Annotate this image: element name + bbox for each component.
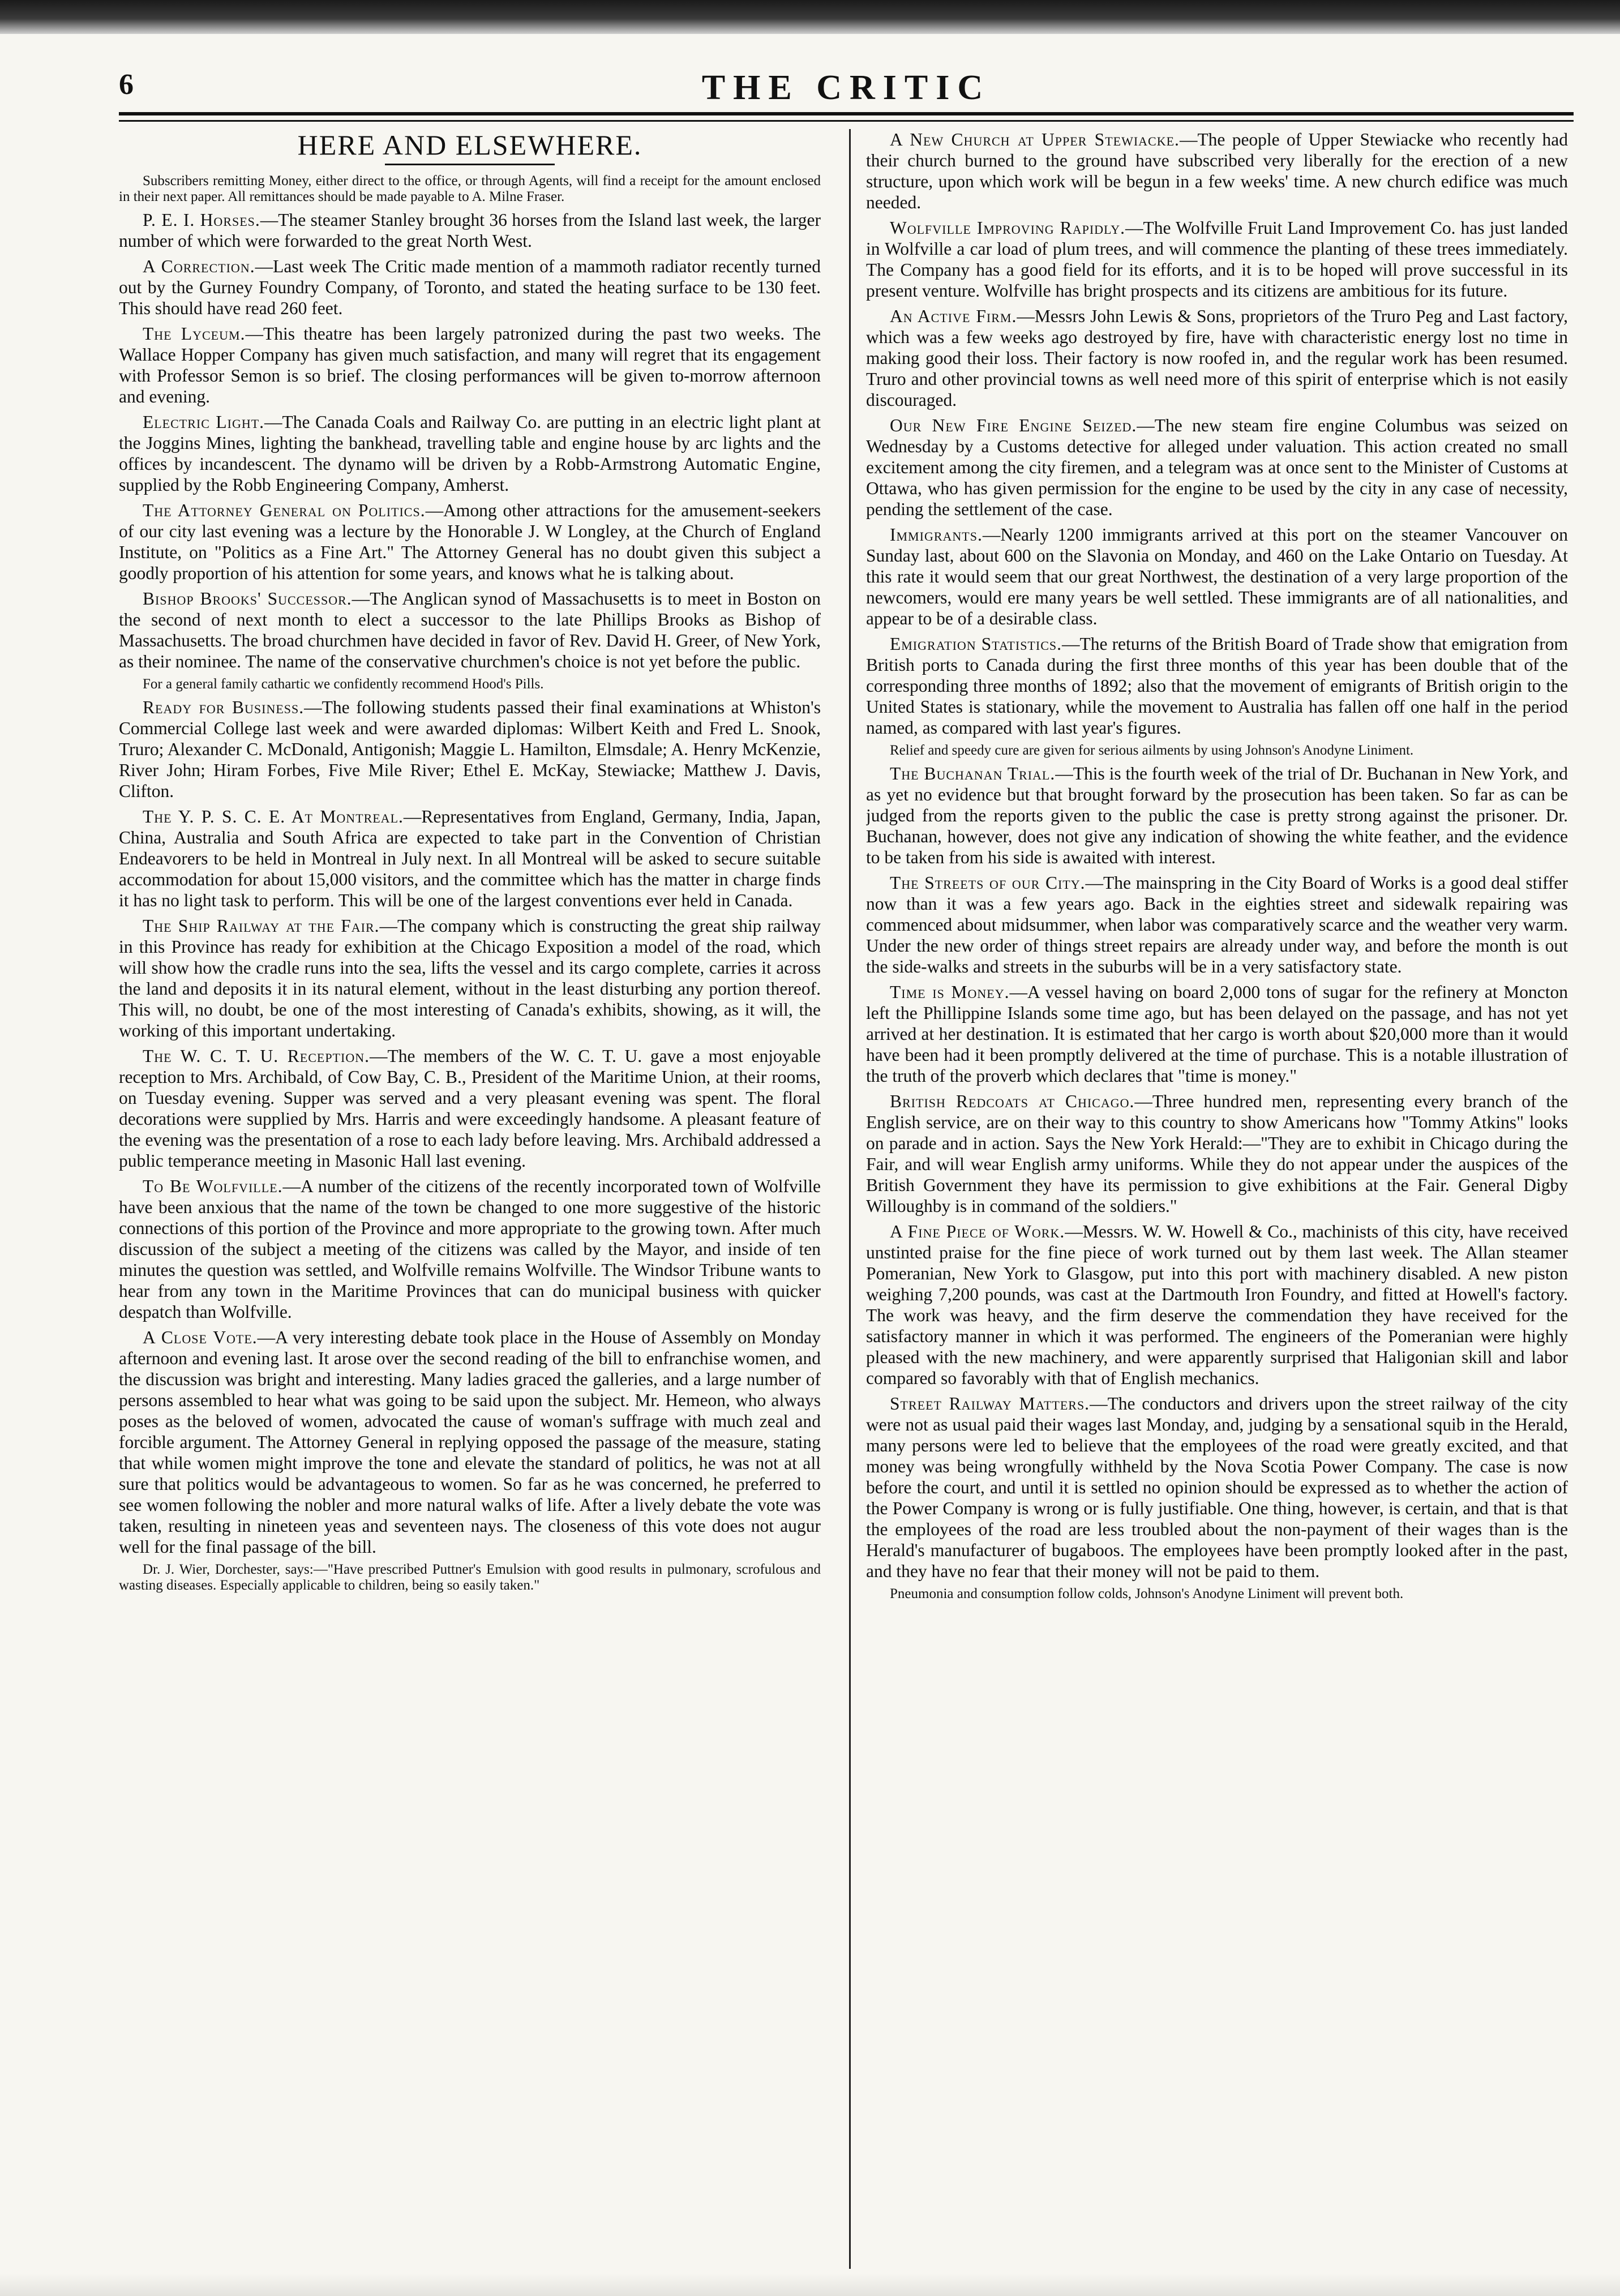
article-lead: The W. C. T. U. Reception. [143,1046,370,1066]
article-text: —The people of Upper Stewiacke who recently had their church burned to the ground have subscribed very liberally for the erection of a new structure, upon which work will be begun in a few weeks' time. A new church edifice was much needed. [866,130,1568,212]
article-lead: The Buchanan Trial. [890,764,1056,783]
article-lead: Street Railway Matters. [890,1394,1090,1413]
header-rule-thin [119,120,1574,122]
article-lead: A Fine Piece of Work. [890,1222,1065,1241]
article-paragraph [119,1046,821,1171]
article-lead: P. E. I. Horses. [143,210,260,230]
article-lead: Emigration Statistics. [890,634,1062,654]
article-paragraph [119,1327,821,1557]
article-text: Dr. J. Wier, Dorchester, says:—"Have prescribed Puttner's Emulsion with good results in pulmonary, scrofulous and wasting diseases. Especially applicable to children, being so easily taken." [119,1562,821,1593]
masthead-title: THE CRITIC [701,68,991,107]
article-text: —Messrs. W. W. Howell & Co., machinists of this city, have received unstinted praise for the fine piece of work turned out by them last week. The Allan steamer Pomeranian, New York to Glasgow, put into this port with machinery disabled. A new piston weighing 7,200 pounds, was cast at the Dartmouth Iron Foundry, and fitted at Howell's factory. The work was heavy, and the firm deserve the commendation they have received for the satisfactory manner in which it was performed. The engineers of the Pomeranian were highly pleased with the new machinery, and were apparently surprised that Haligonian skill and labor compared so favorably with that of English mechanics. [866,1222,1568,1388]
header-rule-thick [119,112,1574,115]
scan-bottom-edge [0,2273,1620,2296]
column-divider [849,129,851,2269]
article-text: —The conductors and drivers upon the street railway of the city were not as usual paid their wages last Monday, and, judging by a sensational squib in the Herald, many persons were led to believe that the employees of the road were greatly excited, and that money was being wrongfully withheld by the Nova Scotia Power Company. The case is now before the court, and until it is settled no opinion should be expressed as to whether the action of the Power Company is wrong or is fully justifiable. One thing, however, is certain, and that is that the employees of the road are less troubled about the non-payment of their wages than is the Herald's manufacturer of bugaboos. The employees have been promptly looked after in the past, and they have no fear that their money will not be paid to them. [866,1394,1568,1581]
article-paragraph [866,1393,1568,1582]
article-paragraph [866,217,1568,301]
scan-top-edge [0,0,1620,34]
article-paragraph [119,323,821,407]
article-lead: The Streets of our City. [890,873,1086,893]
article-paragraph [866,415,1568,520]
article-text: For a general family cathartic we confidently recommend Hood's Pills. [143,676,544,692]
article-text: —The new steam fire engine Columbus was seized on Wednesday by a Customs detective for alleged under valuation. This action created no small excitement among the city firemen, and a telegram was at once sent to the Minister of Customs at Ottawa, who has given permission for the engine to be used by the city in any case of necessity, pending the settlement of the case. [866,415,1568,519]
article-text: —A very interesting debate took place in the House of Assembly on Monday afternoon and evening last. It arose over the second reading of the bill to enfranchise women, and the discussion was bright and interesting. Many ladies graced the galleries, and a large number of persons assembled to hear what was going to be said upon the subject. Mr. Hemeon, who always poses as the beloved of women, advocated the cause of woman's suffrage with much zeal and forcible argument. The Attorney General in replying opposed the passage of the measure, stating that while women might improve the tone and elevate the standard of politics, he was not at all sure that politics would be advantageous to women. So far as he was concerned, he preferred to see women following the nobler and more natural walks of life. After a lively debate the vote was taken, resulting in nineteen yeas and seventeen nays. The closeness of this vote does not augur well for the final passage of the bill. [119,1327,821,1557]
article-text: —Last week The Critic made mention of a mammoth radiator recently turned out by the Gurney Foundry Company, of Toronto, and stated the heating surface to be 130 feet. This should have read 260 feet. [119,256,821,318]
article-lead: Immigrants. [890,525,983,545]
article-paragraph [119,806,821,911]
article-lead: The Ship Railway at the Fair. [143,916,380,936]
right-column [866,129,1568,2280]
article-paragraph [119,412,821,495]
article-text: —This is the fourth week of the trial of Dr. Buchanan in New York, and as yet no evidence but that brought forward by the prosecution has been taken. So far as can be judged from the reports given to the public the case is pretty strong against the prisoner. Dr. Buchanan, however, does not give any indication of showing the white feather, and the evidence to be taken from his side is awaited with interest. [866,764,1568,867]
article-text: —Messrs John Lewis & Sons, proprietors of the Truro Peg and Last factory, which was a few weeks ago destroyed by fire, have with characteristic energy lost no time in making good their loss. Their factory is now roofed in, and the regular work has been resumed. Truro and other provincial towns as well need more of this spirit of enterprise which is not easily discouraged. [866,306,1568,410]
article-paragraph [866,1091,1568,1216]
article-text: —The steamer Stanley brought 36 horses from the Island last week, the larger number of which were forwarded to the great North West. [119,210,821,251]
article-lead: Ready for Business. [143,697,305,717]
article-paragraph [119,256,821,319]
article-paragraph [866,872,1568,977]
article-text: Subscribers remitting Money, either direct to the office, or through Agents, will find a receipt for the amount enclosed in their next paper. All remittances should be made payable to A. Milne Fraser. [119,173,821,204]
article-text: —The company which is constructing the great ship railway in this Province has ready for exhibition at the Chicago Exposition a model of the road, which will show how the cradle runs into the sea, lifts the vessel and its cargo complete, carries it across the land and deposits it in its natural element, without in the least disturbing any portion thereof. This will, no doubt, be one of the most interesting of Canada's exhibits, showing, as it will, the working of this important undertaking. [119,916,821,1040]
article-text: —Nearly 1200 immigrants arrived at this port on the steamer Vancouver on Sunday last, about 600 on the Slavonia on Monday, and 460 on the Lake Ontario on Tuesday. At this rate it would seem that our great Northwest, the destination of a very large proportion of the newcomers, would ere many years be well settled. These immigrants are of all nationalities, and appear to be of a desirable class. [866,525,1568,628]
page-header [119,68,1574,136]
article-text: —A vessel having on board 2,000 tons of sugar for the refinery at Moncton left the Phillippine Islands some time ago, but has been delayed on the passage, and has not yet arrived at her destination. It is estimated that her cargo is worth about $20,000 more than it would have been had it been promptly delivered at the time of purchase. This is a notable illustration of the truth of the proverb which declares that "time is money." [866,982,1568,1086]
page-number: 6 [119,68,134,101]
article-paragraph [866,129,1568,213]
article-text: —The members of the W. C. T. U. gave a most enjoyable reception to Mrs. Archibald, of Cow Bay, C. B., President of the Maritime Union, at their rooms, on Tuesday evening. Supper was served and a very pleasant evening was spent. The floral decorations were supplied by Mrs. Harris and were exceedingly handsome. A pleasant feature of the evening was the presentation of a rose to each lady before leaving. Mrs. Archibald addressed a public temperance meeting in Masonic Hall last evening. [119,1046,821,1171]
article-text: —The Canada Coals and Railway Co. are putting in an electric light plant at the Joggins Mines, lighting the bankhead, travelling table and engine house by arc lights and the offices by incandescent. The dynamo will be driven by a Robb-Armstrong Automatic Engine, supplied by the Robb Engineering Company, Amherst. [119,412,821,495]
article-lead: A Correction. [143,256,255,276]
notice-paragraph [119,1562,821,1594]
article-text: —Representatives from England, Germany, India, Japan, China, Australia and South Africa are expected to take part in the Convention of Christian Endeavorers to be held in Montreal in July next. In all Montreal will be asked to secure suitable accommodation for about 15,000 visitors, and the committee which has the matter in charge finds it has no light task to perform. This will be one of the largest conventions ever held in Canada. [119,807,821,910]
article-lead: Bishop Brooks' Successor. [143,589,352,609]
article-paragraph [119,500,821,584]
article-paragraph [119,915,821,1041]
article-text: —The Wolfville Fruit Land Improvement Co. has just landed in Wolfville a car load of plum trees, and will commence the planting of these trees immediately. The Company has a good field for its efforts, and it is to be hoped will prove successful in its present venture. Wolfville has bright prospects and its citizens are ambitious for its future. [866,218,1568,301]
section-heading: HERE AND ELSEWHERE. [297,129,642,161]
article-lead: The Lyceum. [143,324,246,344]
article-paragraph [866,524,1568,629]
notice-paragraph [866,743,1568,759]
article-text: —The returns of the British Board of Trade show that emigration from British ports to Canada during the first three months of this year has been double that of the corresponding three months of 1892; also that the movement of emigrants of British origin to the United States is stationary, while the movement to Australia has fallen off one half in the period named, as compared with last year's figures. [866,634,1568,738]
article-text: —The following students passed their final examinations at Whiston's Commercial College last week and were awarded diplomas: Wilbert Keith and Fred L. Snook, Truro; Alexander C. McDonald, Antigonish; Maggie L. Hamilton, Elmsdale; A. Henry McKenzie, River John; Hiram Forbes, Five Mile River; Ethel E. McKay, Stewiacke; Matthew J. Davis, Clifton. [119,697,821,801]
article-paragraph [119,209,821,251]
article-lead: An Active Firm. [890,306,1017,326]
section-heading-rule [385,164,555,165]
article-paragraph [866,1221,1568,1389]
article-text: Pneumonia and consumption follow colds, Johnson's Anodyne Liniment will prevent both. [890,1586,1404,1601]
article-lead: The Attorney General on Politics. [143,500,426,520]
article-lead: Wolfville Improving Rapidly. [890,218,1126,238]
article-lead: A Close Vote. [143,1327,258,1347]
article-paragraph [866,763,1568,868]
article-paragraph [866,306,1568,410]
article-lead: Time is Money. [890,982,1010,1002]
notice-paragraph [866,1586,1568,1602]
article-text: —The mainspring in the City Board of Works is a good deal stiffer now than it was a few years ago. Back in the eighties street and sidewalk repairing was commenced about midsummer, when labor was comparatively scarce and the weather very warm. Under the new order of things street repairs are already under way, and before the month is out the side-walks and streets in the suburbs will be in a very satisfactory state. [866,873,1568,976]
notice-paragraph [119,173,821,205]
article-text: —A number of the citizens of the recently incorporated town of Wolfville have been anxious that the name of the town be changed to one more suggestive of the historic connections of this portion of the Province and more appropriate to the growing town. After much discussion of the subject a meeting of the citizens was called by the Mayor, and inside of ten minutes the question was settled, and Wolfville remains Wolfville. The Windsor Tribune wants to hear from any town in the Maritime Provinces that can do municipal business with quicker despatch than Wolfville. [119,1176,821,1322]
notice-paragraph [119,676,821,692]
article-lead: Electric Light. [143,412,265,432]
article-text: —The Anglican synod of Massachusetts is to meet in Boston on the second of next month to elect a successor to the late Phillips Brooks as Bishop of Massachusetts. The broad churchmen have decided in favor of Rev. David H. Greer, of New York, as their nominee. The name of the conservative churchmen's choice is not yet before the public. [119,589,821,671]
article-paragraph [119,697,821,802]
article-lead: To Be Wolfville. [143,1176,283,1196]
article-lead: A New Church at Upper Stewiacke. [890,130,1180,149]
article-lead: British Redcoats at Chicago. [890,1091,1135,1111]
article-lead: Our New Fire Engine Seized. [890,415,1137,435]
article-lead: The Y. P. S. C. E. At Montreal. [143,807,404,826]
article-text: —Among other attractions for the amusement-seekers of our city last evening was a lecture by the Honorable J. W Longley, at the Church of England Institute, on "Politics as a Fine Art." The Attorney General has no doubt given this subject a goodly proportion of his attention for some years, and knows what he is talking about. [119,500,821,583]
article-text: —This theatre has been largely patronized during the past two weeks. The Wallace Hopper Company has given much satisfaction, and many will regret that its engagement with Professor Semon is so brief. The closing performances will be given to-morrow afternoon and evening. [119,324,821,406]
article-paragraph [866,633,1568,738]
article-paragraph [866,982,1568,1086]
article-paragraph [119,588,821,672]
article-paragraph [119,1176,821,1322]
article-text: Relief and speedy cure are given for serious ailments by using Johnson's Anodyne Liniment. [890,743,1414,758]
article-text: —Three hundred men, representing every branch of the English service, are on their way to this country to show Americans how "Tommy Atkins" looks on parade and in action. Says the New York Herald:—"They are to exhibit in Chicago during the Fair, and will wear English army uniforms. While they do not appear under the auspices of the British Government they have its permission to give exhibitions at the Fair. General Digby Willoughby is in command of the soldiers." [866,1091,1568,1216]
left-column [119,129,821,2280]
